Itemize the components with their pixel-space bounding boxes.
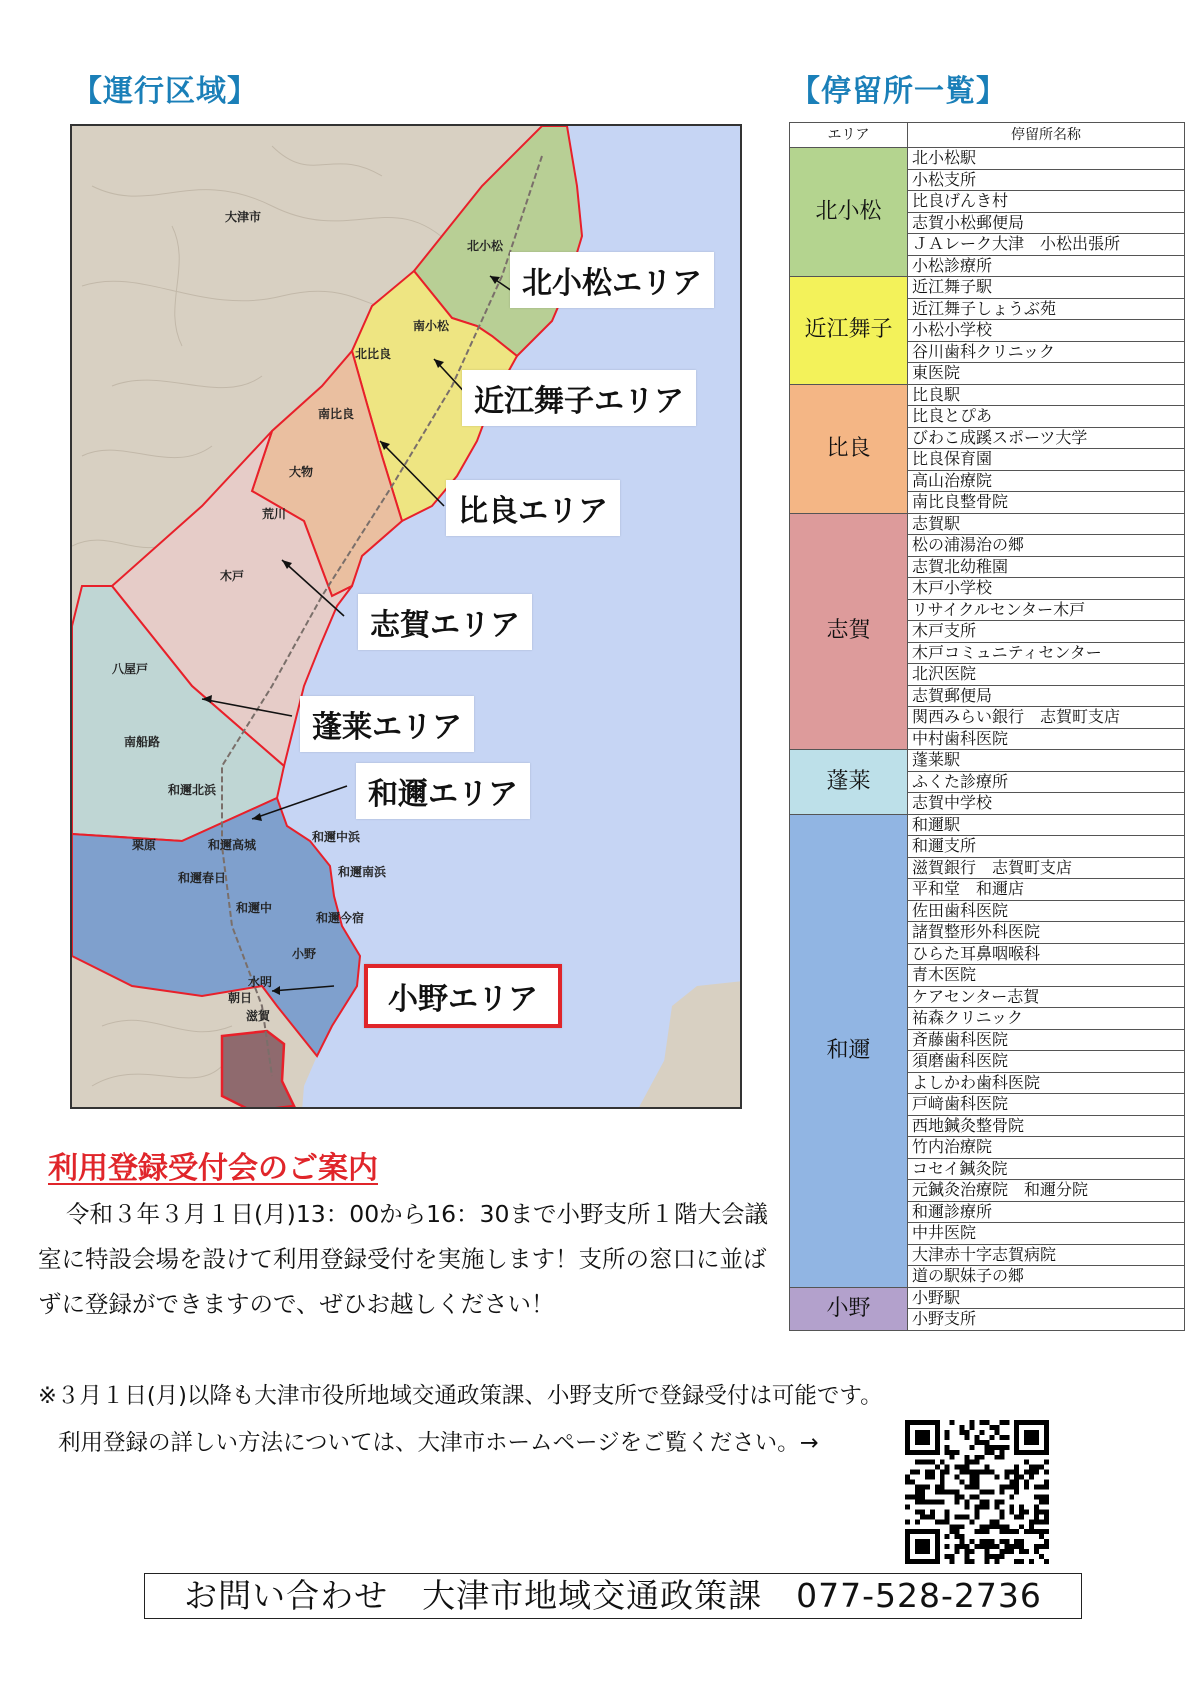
place-wanikasuga: 和邇春日 xyxy=(178,871,227,885)
place-arakawa: 荒川 xyxy=(262,507,287,521)
place-minamifunaji: 南船路 xyxy=(124,735,161,749)
place-wanichu: 和邇中 xyxy=(236,901,273,915)
stop-name-cell: 道の駅妹子の郷 xyxy=(908,1266,1185,1288)
stop-name-cell: 高山治療院 xyxy=(908,470,1185,492)
stop-name-cell: 関西みらい銀行 志賀町支店 xyxy=(908,707,1185,729)
place-omono: 大物 xyxy=(289,465,314,479)
notice-note: ※３月１日(月)以降も大津市役所地域交通政策課、小野支所で登録受付は可能です。 xyxy=(38,1383,883,1409)
stop-name-cell: 近江舞子駅 xyxy=(908,277,1185,299)
stop-name-cell: 西地鍼灸整骨院 xyxy=(908,1115,1185,1137)
stop-name-cell: 和邇駅 xyxy=(908,814,1185,836)
place-kurihara: 栗原 xyxy=(132,838,157,852)
place-ono: 小野 xyxy=(292,947,317,961)
place-minamikomatsu: 南小松 xyxy=(413,319,450,333)
area-cell: 和邇 xyxy=(790,814,908,1287)
area-cell: 小野 xyxy=(790,1287,908,1330)
contact-box: お問い合わせ 大津市地域交通政策課 077-528-2736 xyxy=(144,1573,1082,1619)
stop-name-cell: 谷川歯科クリニック xyxy=(908,341,1185,363)
stop-name-cell: 木戸支所 xyxy=(908,621,1185,643)
stop-name-cell: 東医院 xyxy=(908,363,1185,385)
area-cell: 蓬莱 xyxy=(790,750,908,815)
stop-list-table xyxy=(789,122,1185,1331)
place-kitakomatsu: 北小松 xyxy=(467,239,504,253)
stop-name-cell: 斉藤歯科医院 xyxy=(908,1029,1185,1051)
stop-name-cell: 須磨歯科医院 xyxy=(908,1051,1185,1073)
stop-name-cell: 中村歯科医院 xyxy=(908,728,1185,750)
stop-name-cell: ＪＡレーク大津 小松出張所 xyxy=(908,234,1185,256)
stop-row xyxy=(790,384,1185,406)
place-minamihira: 南比良 xyxy=(318,407,355,421)
stop-name-cell: ひらた耳鼻咽喉科 xyxy=(908,943,1185,965)
stop-name-cell: 和邇診療所 xyxy=(908,1201,1185,1223)
stop-name-cell: 小松支所 xyxy=(908,169,1185,191)
label-oumimaiko-area: 近江舞子エリア xyxy=(462,370,696,426)
stop-name-cell: 大津赤十字志賀病院 xyxy=(908,1244,1185,1266)
place-kitahira: 北比良 xyxy=(355,347,392,361)
label-kitakomatsu-area: 北小松エリア xyxy=(510,252,714,308)
stop-row xyxy=(790,277,1185,299)
stop-name-cell: コセイ鍼灸院 xyxy=(908,1158,1185,1180)
label-shiga-area: 志賀エリア xyxy=(358,594,532,650)
place-wanitakashiro: 和邇高城 xyxy=(208,838,257,852)
stop-name-cell: 平和堂 和邇店 xyxy=(908,879,1185,901)
stop-name-cell: 竹内治療院 xyxy=(908,1137,1185,1159)
area-cell: 志賀 xyxy=(790,513,908,750)
area-ono xyxy=(222,1031,294,1109)
stop-name-cell: 小野駅 xyxy=(908,1287,1185,1309)
stop-name-cell: 志賀中学校 xyxy=(908,793,1185,815)
stop-row xyxy=(790,1287,1185,1309)
stop-name-cell: 志賀北幼稚園 xyxy=(908,556,1185,578)
stop-row xyxy=(790,814,1185,836)
stop-name-cell: 比良駅 xyxy=(908,384,1185,406)
place-wanimimamihama: 和邇南浜 xyxy=(338,865,387,879)
stop-name-cell: ふくた診療所 xyxy=(908,771,1185,793)
stop-name-cell: 戸﨑歯科医院 xyxy=(908,1094,1185,1116)
area-column-header: エリア xyxy=(790,123,908,148)
area-cell: 比良 xyxy=(790,384,908,513)
stop-row xyxy=(790,513,1185,535)
stop-name-cell: よしかわ歯科医院 xyxy=(908,1072,1185,1094)
stop-name-cell: 比良げんき村 xyxy=(908,191,1185,213)
stop-name-cell: びわこ成蹊スポーツ大学 xyxy=(908,427,1185,449)
place-ryousei: 滋賀 xyxy=(246,1009,271,1023)
place-suimei: 水明 xyxy=(248,975,273,989)
place-kido: 木戸 xyxy=(220,569,245,583)
stop-name-column-header: 停留所名称 xyxy=(908,123,1185,148)
stop-name-cell: 元鍼灸治療院 和邇分院 xyxy=(908,1180,1185,1202)
stop-name-cell: 志賀小松郵便局 xyxy=(908,212,1185,234)
stop-name-cell: 北沢医院 xyxy=(908,664,1185,686)
stop-name-cell: 木戸コミュニティセンター xyxy=(908,642,1185,664)
stop-name-cell: 北小松駅 xyxy=(908,148,1185,170)
stop-name-cell: 南比良整骨院 xyxy=(908,492,1185,514)
notice-title: 利用登録受付会のご案内 xyxy=(48,1151,378,1186)
homepage-qr-code[interactable] xyxy=(905,1420,1049,1564)
label-wani-area: 和邇エリア xyxy=(356,763,530,819)
label-ono-area: 小野エリア xyxy=(364,964,562,1028)
stop-list-title: 【停留所一覧】 xyxy=(790,74,1007,109)
stop-name-cell: 志賀駅 xyxy=(908,513,1185,535)
service-area-map xyxy=(70,124,742,1109)
stop-name-cell: ケアセンター志賀 xyxy=(908,986,1185,1008)
stop-row xyxy=(790,750,1185,772)
stop-name-cell: 中井医院 xyxy=(908,1223,1185,1245)
map-section-title: 【運行区域】 xyxy=(72,74,258,109)
stop-row xyxy=(790,148,1185,170)
stop-name-cell: 小松小学校 xyxy=(908,320,1185,342)
stop-name-cell: 比良保育園 xyxy=(908,449,1185,471)
label-horai-area: 蓬莱エリア xyxy=(300,696,474,752)
stop-list-body xyxy=(790,148,1185,1331)
stop-name-cell: 滋賀銀行 志賀町支店 xyxy=(908,857,1185,879)
area-cell: 北小松 xyxy=(790,148,908,277)
area-cell: 近江舞子 xyxy=(790,277,908,385)
stop-name-cell: 比良とぴあ xyxy=(908,406,1185,428)
place-asahi: 朝日 xyxy=(228,991,253,1005)
place-otsushi: 大津市 xyxy=(225,210,262,224)
homepage-guidance: 利用登録の詳しい方法については、大津市ホームページをご覧ください。→ xyxy=(58,1430,819,1456)
stop-name-cell: 松の浦湯治の郷 xyxy=(908,535,1185,557)
place-hachiyado: 八屋戸 xyxy=(112,662,149,676)
place-waninakahama: 和邇中浜 xyxy=(312,830,361,844)
label-hira-area: 比良エリア xyxy=(446,480,620,536)
stop-name-cell: 佐田歯科医院 xyxy=(908,900,1185,922)
stop-name-cell: 小野支所 xyxy=(908,1309,1185,1331)
stop-name-cell: 祐森クリニック xyxy=(908,1008,1185,1030)
stop-name-cell: 諸賀整形外科医院 xyxy=(908,922,1185,944)
stop-name-cell: 青木医院 xyxy=(908,965,1185,987)
notice-body: 令和３年３月１日(月)13：00から16：30まで小野支所１階大会議室に特設会場を設けて利用登録受付を実施します！支所の窓口に並ばずに登録ができますので、ぜひお越しください！ xyxy=(38,1200,768,1318)
stop-name-cell: 近江舞子しょうぶ苑 xyxy=(908,298,1185,320)
stop-name-cell: 志賀郵便局 xyxy=(908,685,1185,707)
stop-name-cell: 木戸小学校 xyxy=(908,578,1185,600)
place-wanikitahama: 和邇北浜 xyxy=(168,783,217,797)
stop-name-cell: 蓬莱駅 xyxy=(908,750,1185,772)
place-waniimajuku: 和邇今宿 xyxy=(316,911,365,925)
stop-name-cell: リサイクルセンター木戸 xyxy=(908,599,1185,621)
stop-name-cell: 和邇支所 xyxy=(908,836,1185,858)
stop-name-cell: 小松診療所 xyxy=(908,255,1185,277)
